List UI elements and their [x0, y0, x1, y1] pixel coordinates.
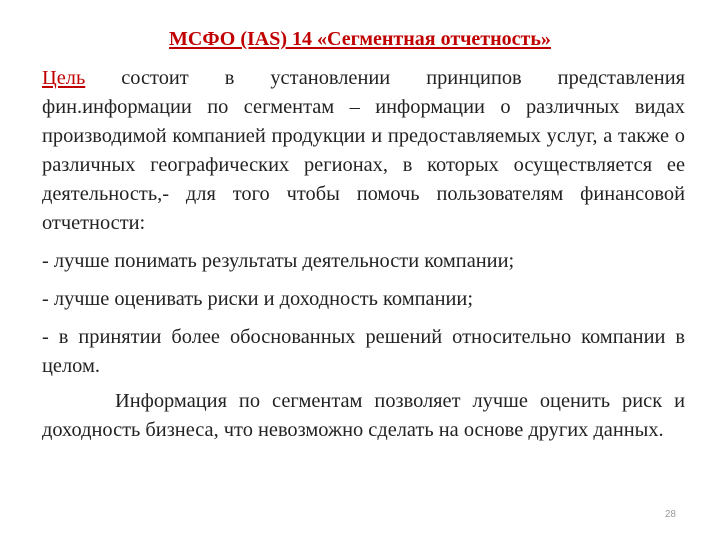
intro-paragraph [42, 64, 685, 238]
slide-body [42, 64, 685, 445]
page-number: 28 [664, 509, 676, 520]
slide-title: МСФО (IAS) 14 «Сегментная отчетность» [169, 28, 551, 50]
intro-text: состоит в установлении принципов представления фин.информации по сегментам – информации о различных видах производимой компанией продукции и предоставляемых услуг, а также о различных географических регионах, в которых осуществляется ее деятельность,- для того чтобы помочь пользователям финансовой отчетности: [42, 67, 685, 234]
list-item: - лучше понимать результаты деятельности компании; [42, 250, 515, 272]
list-item: - в принятии более обоснованных решений относительно компании в целом. [42, 326, 685, 377]
conclusion-paragraph: Информация по сегментам позволяет лучше оценить риск и доходность бизнеса, что невозможно сделать на основе других данных. [42, 390, 685, 441]
intro-lead-word: Цель [42, 67, 86, 89]
goals-list [42, 247, 685, 381]
list-item: - лучше оценивать риски и доходность компании; [42, 288, 473, 310]
